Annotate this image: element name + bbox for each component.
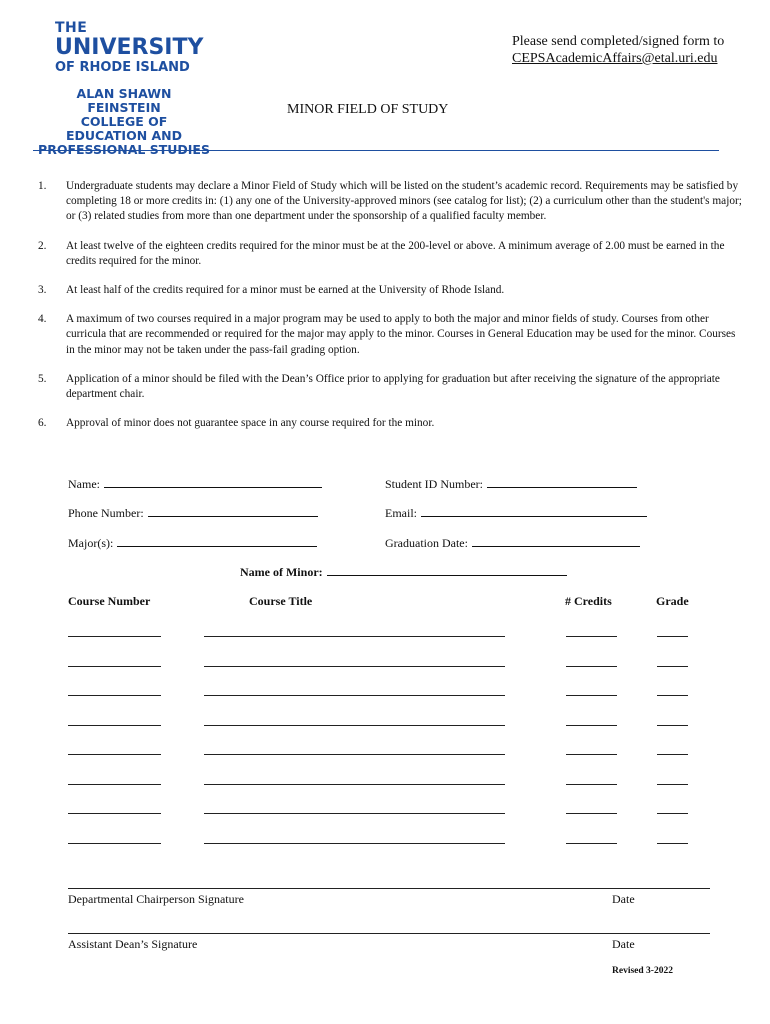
majors-field [68, 536, 317, 550]
course-number-blank[interactable] [68, 813, 161, 814]
requirement-number: 6. [38, 417, 47, 430]
chair-signature-label: Departmental Chairperson Signature [68, 892, 244, 906]
course-number-header: Course Number [68, 594, 151, 608]
student-id-field [385, 477, 637, 491]
course-number-blank[interactable] [68, 754, 161, 755]
logo-university: UNIVERSITY [55, 35, 204, 60]
course-number-blank[interactable] [68, 695, 161, 696]
submission-email-link[interactable]: CEPSAcademicAffairs@etal.uri.edu [512, 51, 718, 66]
name-input[interactable] [104, 477, 322, 488]
course-number-blank[interactable] [68, 725, 161, 726]
credits-blank[interactable] [566, 666, 617, 667]
form-title: MINOR FIELD OF STUDY [287, 102, 449, 117]
chair-signature-line[interactable] [68, 888, 710, 889]
graduation-date-label: Graduation Date: [385, 536, 468, 550]
credits-blank[interactable] [566, 695, 617, 696]
dean-date-label: Date [612, 937, 635, 951]
logo-college-name [38, 87, 210, 157]
requirement-number: 2. [38, 239, 47, 252]
requirement-number: 3. [38, 284, 47, 297]
graduation-date-field [385, 536, 640, 550]
course-title-blank[interactable] [204, 725, 505, 726]
grade-header: Grade [656, 594, 689, 608]
logo-college-line: EDUCATION AND [65, 128, 183, 143]
logo-of-rhode-island: OF RHODE ISLAND [55, 60, 190, 75]
grade-blank[interactable] [657, 695, 688, 696]
course-title-blank[interactable] [204, 636, 505, 637]
course-number-blank[interactable] [68, 636, 161, 637]
revision-note: Revised 3-2022 [612, 966, 673, 976]
requirement-item [38, 372, 744, 402]
credits-blank[interactable] [566, 636, 617, 637]
email-label: Email: [385, 506, 417, 520]
requirement-text: Application of a minor should be filed with the Dean’s Office prior to applying for graduation but after receiving the signature of the appropriate department chair. [66, 372, 720, 401]
logo-college-line: ALAN SHAWN FEINSTEIN [76, 86, 172, 115]
minor-name-field [240, 565, 567, 579]
phone-input[interactable] [148, 506, 318, 517]
minor-name-label: Name of Minor: [240, 565, 323, 579]
grade-blank[interactable] [657, 843, 688, 844]
dean-signature-line[interactable] [68, 933, 710, 934]
dean-signature-label: Assistant Dean’s Signature [68, 937, 198, 951]
course-title-blank[interactable] [204, 666, 505, 667]
course-number-blank[interactable] [68, 666, 161, 667]
credits-blank[interactable] [566, 725, 617, 726]
credits-blank[interactable] [566, 754, 617, 755]
course-title-blank[interactable] [204, 695, 505, 696]
grade-blank[interactable] [657, 813, 688, 814]
course-number-blank[interactable] [68, 843, 161, 844]
graduation-date-input[interactable] [472, 536, 640, 547]
grade-blank[interactable] [657, 666, 688, 667]
requirement-item [38, 416, 744, 431]
email-field [385, 506, 647, 520]
grade-blank[interactable] [657, 725, 688, 726]
logo-the: THE [55, 20, 88, 36]
requirement-item [38, 239, 744, 269]
course-title-blank[interactable] [204, 784, 505, 785]
student-id-input[interactable] [487, 477, 637, 488]
majors-label: Major(s): [68, 536, 114, 550]
course-title-blank[interactable] [204, 754, 505, 755]
majors-input[interactable] [117, 536, 317, 547]
requirement-text: At least half of the credits required for a minor must be earned at the University of Rhode Island. [66, 284, 505, 297]
requirement-item [38, 179, 744, 225]
requirement-number: 5. [38, 372, 47, 385]
logo-college-line: COLLEGE OF [80, 114, 168, 129]
student-id-label: Student ID Number: [385, 477, 483, 491]
credits-blank[interactable] [566, 813, 617, 814]
requirement-number: 1. [38, 180, 47, 192]
requirement-item [38, 283, 744, 298]
grade-blank[interactable] [657, 784, 688, 785]
phone-field [68, 506, 318, 520]
requirement-text: Approval of minor does not guarantee space in any course required for the minor. [66, 417, 435, 430]
submission-instructions [512, 33, 724, 67]
credits-header: # Credits [565, 594, 612, 608]
logo-college-line: PROFESSIONAL STUDIES [38, 142, 210, 157]
course-title-header: Course Title [249, 594, 313, 608]
credits-blank[interactable] [566, 784, 617, 785]
requirement-item [38, 312, 744, 358]
email-input[interactable] [421, 506, 647, 517]
header-divider [33, 150, 719, 151]
name-label: Name: [68, 477, 100, 491]
chair-date-label: Date [612, 892, 635, 906]
minor-name-input[interactable] [327, 565, 567, 576]
requirement-text: Undergraduate students may declare a Minor Field of Study which will be listed on the student’s academic record. Requirements may be satisfied by completing 18 or more credits in: (1) any one of the University-approved minors (see catalog for list); (2) a curriculum other than the student's major; or (3) related studies from more than one department under the sponsorship of a qualified faculty member. [66, 180, 742, 223]
phone-label: Phone Number: [68, 506, 144, 520]
requirement-number: 4. [38, 313, 47, 326]
name-field [68, 477, 322, 491]
credits-blank[interactable] [566, 843, 617, 844]
university-logo [38, 20, 210, 157]
requirement-text: At least twelve of the eighteen credits required for the minor must be at the 200-level or above. A minimum average of 2.00 must be earned in the credits required for the minor. [66, 239, 725, 267]
grade-blank[interactable] [657, 754, 688, 755]
course-title-blank[interactable] [204, 843, 505, 844]
grade-blank[interactable] [657, 636, 688, 637]
course-title-blank[interactable] [204, 813, 505, 814]
requirement-text: A maximum of two courses required in a major program may be used to apply to both the major and minor fields of study. Courses from other curricula that are recommended or required for the major may apply to the minor. Courses in General Education may be used for the minor. Courses in the minor may not be taken under the pass-fail grading option. [66, 313, 736, 356]
requirements-list [38, 179, 744, 445]
course-number-blank[interactable] [68, 784, 161, 785]
submission-text: Please send completed/signed form to [512, 34, 725, 49]
